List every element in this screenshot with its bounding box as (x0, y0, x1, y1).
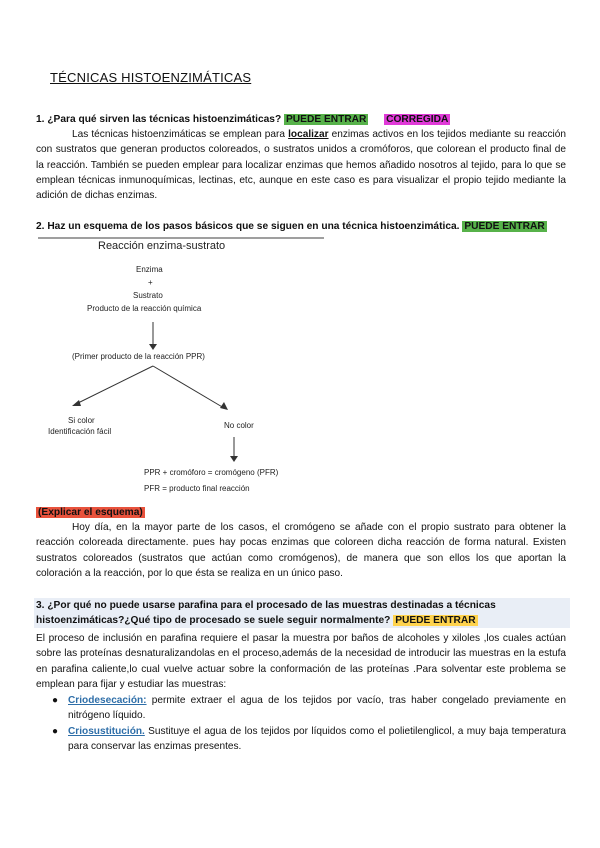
puede-entrar-tag: PUEDE ENTRAR (464, 221, 545, 232)
method-list (50, 693, 566, 754)
puede-entrar-tag: PUEDE ENTRAR (395, 615, 476, 626)
answer-1-part-a: Las técnicas histoenzimáticas se emplean para (72, 129, 289, 140)
label-no-color: No color (224, 421, 254, 430)
question-3-heading (34, 598, 570, 628)
label-primer-producto: (Primer producto de la reacción PPR) (72, 352, 205, 361)
bullet-icon: ● (52, 695, 59, 706)
method-description: permite extraer el agua de los tejidos por vacío, tras haber congelado previamente en nitrógeno líquido. (68, 695, 566, 722)
arrow-down-1-head (149, 344, 157, 350)
bullet-icon: ● (52, 725, 59, 737)
question-2-answer (36, 520, 566, 581)
method-term: Criodesecación: (68, 695, 147, 706)
puede-entrar-tag: PUEDE ENTRAR (286, 114, 367, 125)
label-identificacion-facil: Identificación fácil (48, 427, 112, 436)
explicar-esquema-tag: (Explicar el esquema) (38, 507, 143, 518)
method-term: Criosustitución. (68, 725, 145, 737)
answer-1-keyword: localizar (288, 129, 329, 140)
question-3-text: 3. ¿Por qué no puede usarse parafina para el procesado de las muestras destinadas a técnicas histoenzimáticas?¿Qué tipo de procesado se suele seguir normalmente? (36, 600, 496, 626)
arrow-right (153, 366, 224, 408)
label-si-color: Si color (68, 416, 95, 425)
list-item (50, 724, 566, 755)
label-producto: Producto de la reacción química (87, 304, 202, 313)
answer-3-text: El proceso de inclusión en parafina requiere el pasar la muestra por baños de alcoholes y xiloles ,los cuales actúan sobre las proteínas desnaturalizandolas en el proceso,además de la necesidad de introducir las muestras en la estufa en parafina caliente,lo cual vuelve actuar sobre la conformación de las proteínas .Para solventar este problema se emplean para fijar y estudiar las muestras: (36, 633, 566, 690)
explain-heading (36, 505, 145, 520)
arrow-down-2-head (230, 456, 238, 462)
question-1-heading (36, 112, 450, 127)
label-plus: + (148, 278, 153, 287)
method-description: Sustituye el agua de los tejidos por líquidos como el polietilenglicol, a muy baja temperatura para conservar las enzimas presentes. (68, 725, 566, 752)
label-sustrato: Sustrato (133, 291, 163, 300)
diagram-heading: Reacción enzima-sustrato (98, 240, 226, 252)
label-formula-2: PFR = producto final reacción (144, 484, 250, 493)
reaction-diagram (36, 232, 336, 502)
label-enzima: Enzima (136, 265, 163, 274)
page-title: TÉCNICAS HISTOENZIMÁTICAS (50, 70, 252, 85)
list-item (50, 693, 566, 724)
question-3-answer (36, 631, 566, 692)
label-formula-1: PPR + cromóforo = cromógeno (PFR) (144, 468, 279, 477)
arrow-left (76, 366, 153, 404)
arrow-left-head (72, 400, 81, 406)
question-2-text: 2. Haz un esquema de los pasos básicos que se siguen en una técnica histoenzimática. (36, 221, 460, 232)
answer-2-text: Hoy día, en la mayor parte de los casos, el cromógeno se añade con el propio sustrato para obtener la reacción coloreada directamente. pues hay pocas enzimas que coloreen dicha reacción de forma natural. Existen sustratos coloreados (sustratos que actúan como cromógenos), de manera que son ellos los que aportan la coloración a la reacción, por lo que ésta se realiza en un único paso. (36, 522, 566, 579)
question-1-answer (36, 127, 566, 203)
answer-1-part-b: enzimas activos en los tejidos mediante su reacción con sustratos que generan productos coloreados, o sustratos unidos a cromóforos, que colorean el producto final de la reacción. También se pueden emplear para localizar enzimas que hemos añadido nosotros al tejido, para lo que se emplean técnicas inmunoquímicas, lectinas, etc, aunque en este caso es para visualizar el propio tejido mediante la adición de dichas enzimas. (36, 129, 566, 202)
question-1-text: 1. ¿Para qué sirven las técnicas histoenzimáticas? (36, 114, 282, 125)
corregida-tag: CORREGIDA (386, 114, 449, 125)
diagram-arrows (36, 232, 336, 502)
